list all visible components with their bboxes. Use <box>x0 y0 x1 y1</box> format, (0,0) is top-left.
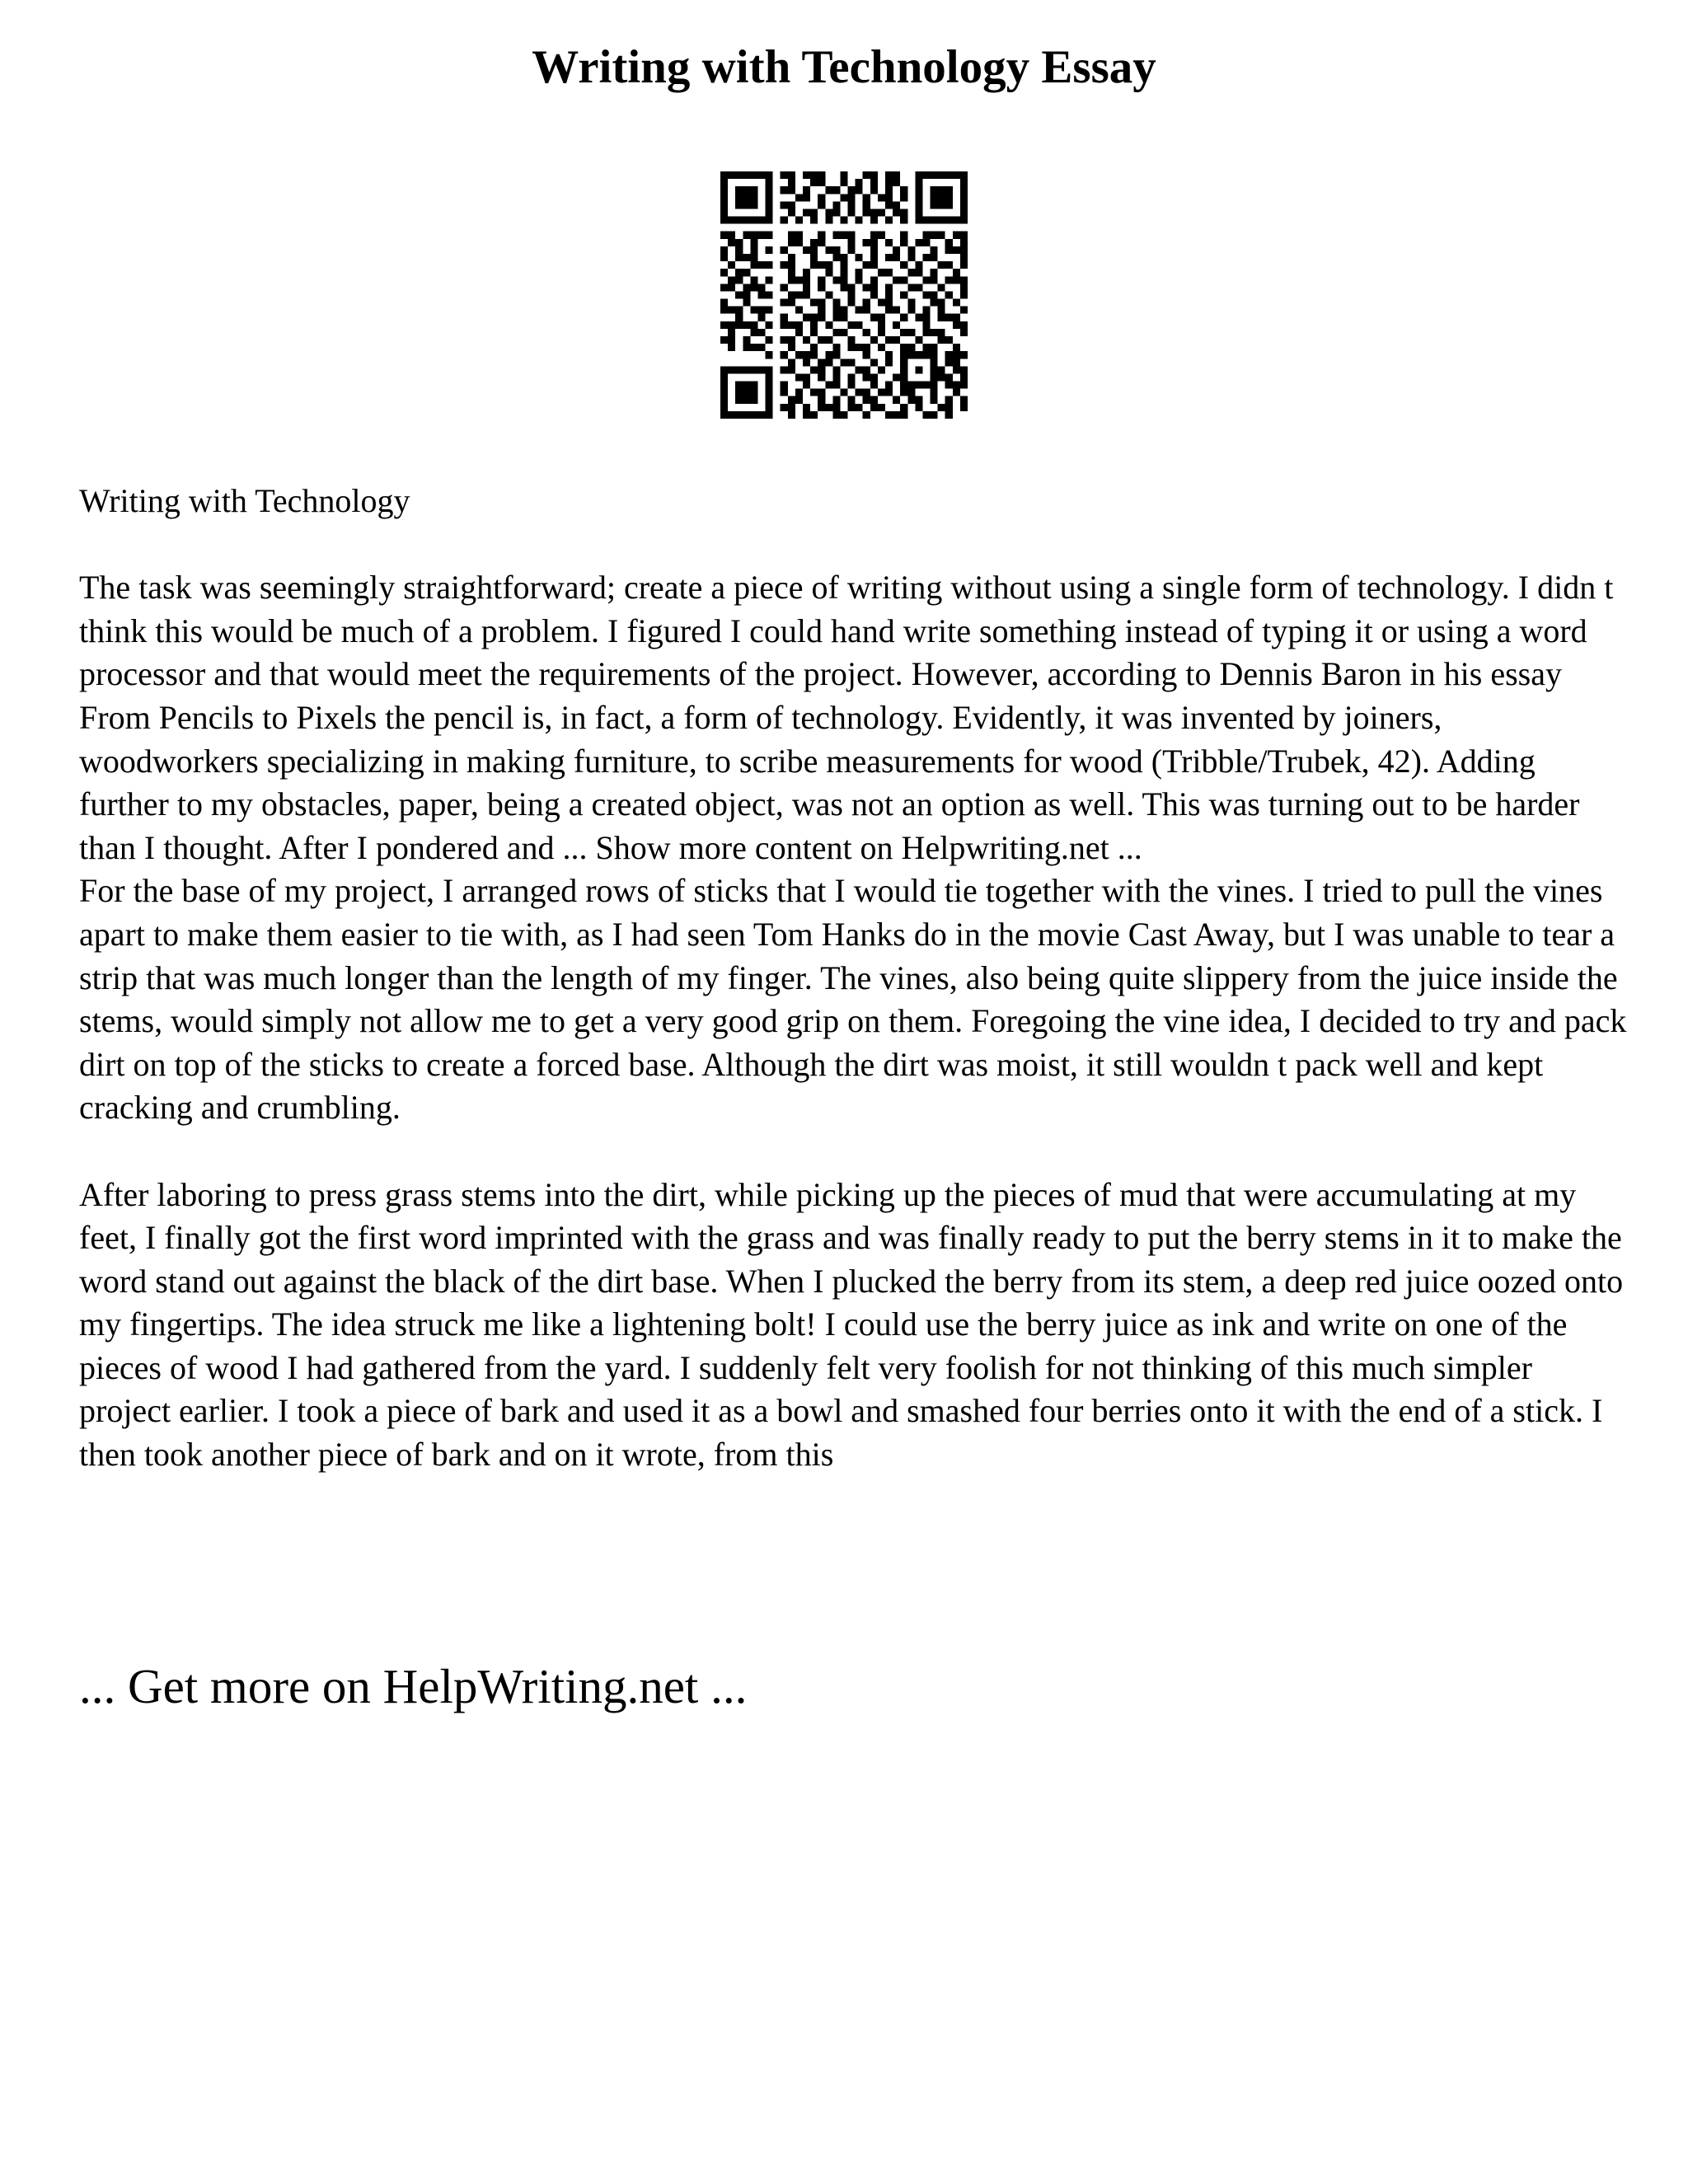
get-more-link[interactable]: ... Get more on HelpWriting.net ... <box>79 1659 748 1713</box>
document-title: Writing with Technology Essay <box>532 41 1156 93</box>
paragraph-2: For the base of my project, I arranged rows of sticks that I would tie together with the vines. I tried to pull the vines apart to make them easier to tie with, as I had seen Tom Hanks do in the movie Cast Away, but I was unable to tear a strip that was much longer than the length of my finger. The vines, also being quite slippery from the juice inside the stems, would simply not allow me to get a very good grip on them. Foregoing the vine idea, I decided to try and pack dirt on top of the sticks to create a forced base. Although the dirt was moist, it still wouldn t pack well and kept cracking and crumbling. <box>79 872 1627 1127</box>
document-body <box>79 480 1629 1477</box>
paragraph-3: After laboring to press grass stems into the dirt, while picking up the pieces of mud that were accumulating at my feet, I finally got the first word imprinted with the grass and was finally ready to put the berry stems in it to make the word stand out against the black of the dirt base. When I plucked the berry from its stem, a deep red juice oozed onto my fingertips. The idea struck me like a lightening bolt! I could use the berry juice as ink and write on one of the pieces of wood I had gathered from the yard. I suddenly felt very foolish for not thinking of this much simpler project earlier. I took a piece of bark and used it as a bowl and smashed four berries onto it with the end of a stick. I then took another piece of bark and on it wrote, from this <box>79 1175 1624 1474</box>
paragraph-1: The task was seemingly straightforward; create a piece of writing without using a single form of technology. I didn t think this would be much of a problem. I figured I could hand write something instead of typing it or using a word processor and that would meet the requirements of the project. However, according to Dennis Baron in his essay From Pencils to Pixels the pencil is, in fact, a form of technology. Evidently, it was invented by joiners, woodworkers specializing in making furniture, to scribe measurements for wood (Tribble/Trubek, 42). Adding further to my obstacles, paper, being a created object, was not an option as well. This was turning out to be harder than I thought. After I pondered and ... Show more content on Helpwriting.net ... <box>79 569 1614 866</box>
qr-code-icon[interactable] <box>720 171 968 419</box>
qr-code-graphic <box>720 171 968 419</box>
document-subtitle: Writing with Technology <box>79 482 410 519</box>
